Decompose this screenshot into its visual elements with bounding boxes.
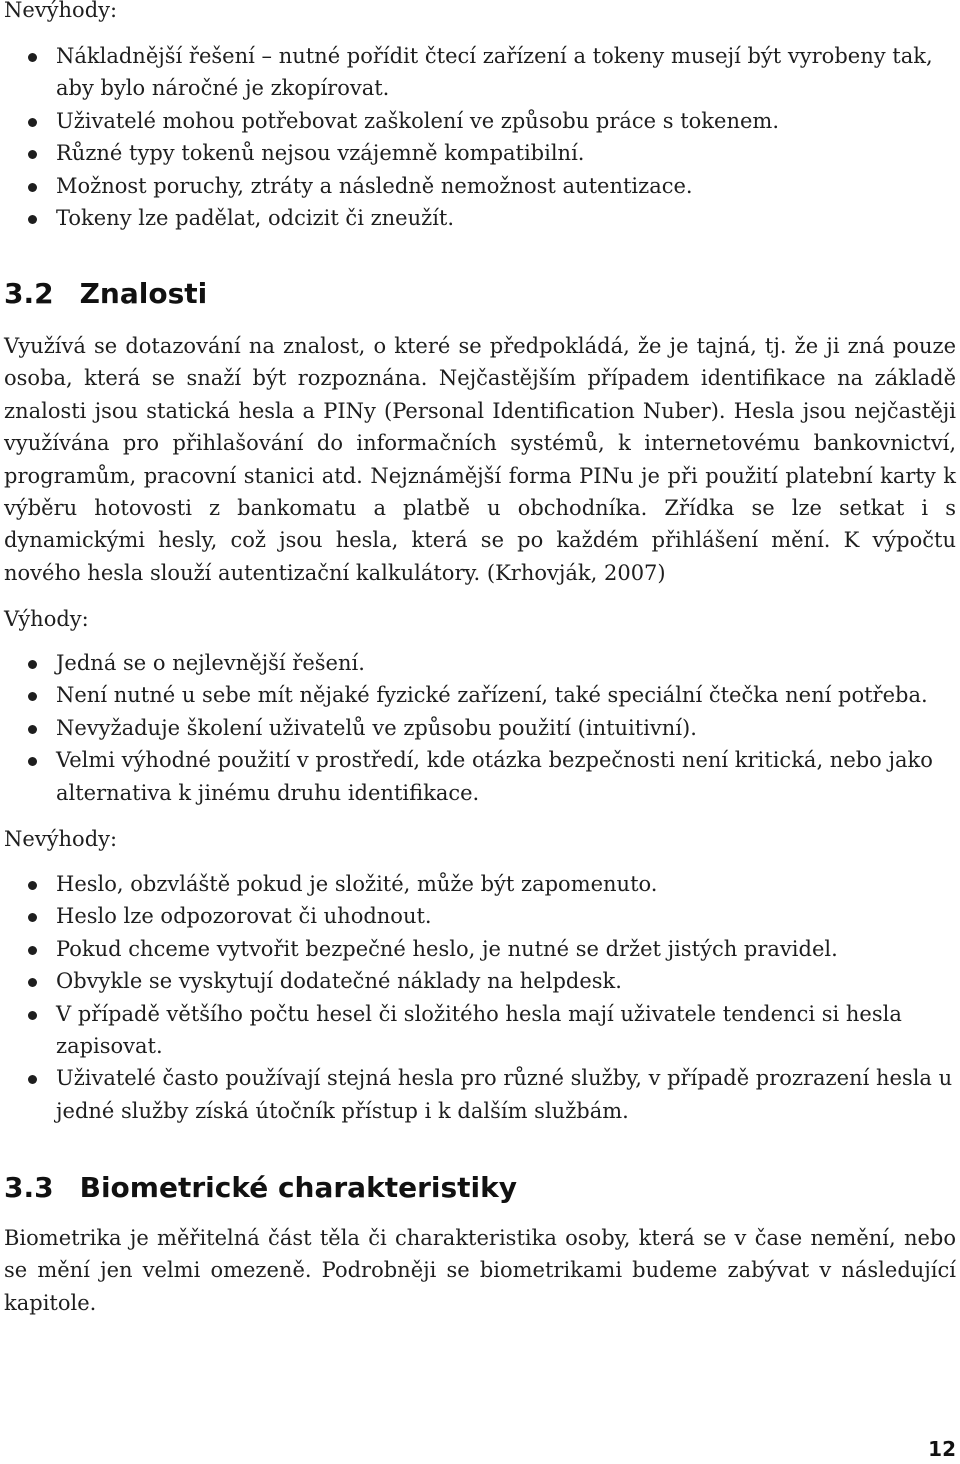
cons-label: Nevýhody: — [4, 827, 118, 851]
section-biometrics-heading-block — [4, 1168, 956, 1208]
list-item: V případě většího počtu hesel či složitého hesla mají uživatele tendenci si hesla zapisovat. — [4, 998, 956, 1063]
list-item: Obvykle se vyskytují dodatečné náklady na helpdesk. — [4, 965, 956, 997]
bullet-icon — [28, 150, 37, 159]
list-item: Pokud chceme vytvořit bezpečné heslo, je nutné se držet jistých pravidel. — [4, 933, 956, 965]
list-item: Uživatelé mohou potřebovat zaškolení ve způsobu práce s tokenem. — [4, 105, 956, 137]
bullet-icon — [28, 725, 37, 734]
list-item: Velmi výhodné použití v prostředí, kde otázka bezpečnosti není kritická, nebo jako alternativa k jinému druhu identifikace. — [4, 744, 956, 809]
cons-list — [4, 868, 956, 1127]
bullet-icon — [28, 978, 37, 987]
tokens-cons-list-block — [4, 40, 956, 234]
tokens-cons-block — [4, 0, 956, 26]
list-item: Uživatelé často používají stejná hesla pro různé služby, v případě prozrazení hesla u jedné služby získá útočník přístup i k dalším službám. — [4, 1062, 956, 1127]
bullet-icon — [28, 215, 37, 224]
bullet-icon — [28, 757, 37, 766]
section-title: Biometrické charakteristiky — [79, 1171, 517, 1204]
bullet-icon — [28, 118, 37, 127]
list-item: Tokeny lze padělat, odcizit či zneužít. — [4, 202, 956, 234]
bullet-icon — [28, 913, 37, 922]
bullet-icon — [28, 53, 37, 62]
tokens-cons-list — [4, 40, 956, 234]
list-item: Není nutné u sebe mít nějaké fyzické zařízení, také speciální čtečka není potřeba. — [4, 679, 956, 711]
knowledge-cons-list-block — [4, 868, 956, 1127]
section-heading — [4, 1168, 956, 1208]
pros-label: Výhody: — [4, 607, 89, 631]
list-item: Heslo, obzvláště pokud je složité, může být zapomenuto. — [4, 868, 956, 900]
knowledge-cons-label-block — [4, 823, 956, 855]
list-item: Jedná se o nejlevnější řešení. — [4, 647, 956, 679]
section-knowledge-heading-block — [4, 274, 956, 314]
list-item: Nákladnější řešení – nutné pořídit čtecí zařízení a tokeny musejí být vyrobeny tak, aby bylo náročné je zkopírovat. — [4, 40, 956, 105]
bullet-icon — [28, 660, 37, 669]
bullet-icon — [28, 692, 37, 701]
list-item: Nevyžaduje školení uživatelů ve způsobu použití (intuitivní). — [4, 712, 956, 744]
section-heading — [4, 274, 956, 314]
section-knowledge-paragraph-block — [4, 330, 956, 589]
list-item: Různé typy tokenů nejsou vzájemně kompatibilní. — [4, 137, 956, 169]
knowledge-pros-label-block — [4, 603, 956, 635]
bullet-icon — [28, 1075, 37, 1084]
list-item: Heslo lze odpozorovat či uhodnout. — [4, 900, 956, 932]
section-title: Znalosti — [79, 277, 208, 310]
pros-list — [4, 647, 956, 809]
bullet-icon — [28, 881, 37, 890]
list-item: Možnost poruchy, ztráty a následně nemožnost autentizace. — [4, 170, 956, 202]
body-paragraph: Biometrika je měřitelná část těla či charakteristika osoby, která se v čase nemění, nebo se mění jen velmi omezeně. Podrobněji se biometrikami budeme zabývat v následující kapitole. — [4, 1226, 956, 1315]
bullet-icon — [28, 946, 37, 955]
section-number: 3.2 — [4, 277, 54, 310]
knowledge-pros-list-block — [4, 647, 956, 809]
tokens-cons-label: Nevýhody: — [4, 0, 118, 22]
body-paragraph: Využívá se dotazování na znalost, o které se předpokládá, že je tajná, tj. že ji zná pouze osoba, která se snaží být rozpoznána. Nejčastějším případem identifikace na základě znalosti jsou statická hesla a PINy (Personal Identification Nuber). Hesla jsou nejčastěji využívána pro přihlašování do informačních systémů, k internetovému bankovnictví, programům, pracovní stanici atd. Nejznámější forma PINu je při použití platební karty k výběru hotovosti z bankomatu a platbě u obchodníka. Zřídka se lze setkat i s dynamickými hesly, což jsou hesla, která se po každém přihlášení mění. K výpočtu nového hesla slouží autentizační kalkulátory. (Krhovják, 2007) — [4, 334, 956, 585]
section-biometrics-paragraph-block — [4, 1222, 956, 1319]
bullet-icon — [28, 1011, 37, 1020]
section-number: 3.3 — [4, 1171, 54, 1204]
page-number: 12 — [928, 1437, 956, 1461]
bullet-icon — [28, 183, 37, 192]
